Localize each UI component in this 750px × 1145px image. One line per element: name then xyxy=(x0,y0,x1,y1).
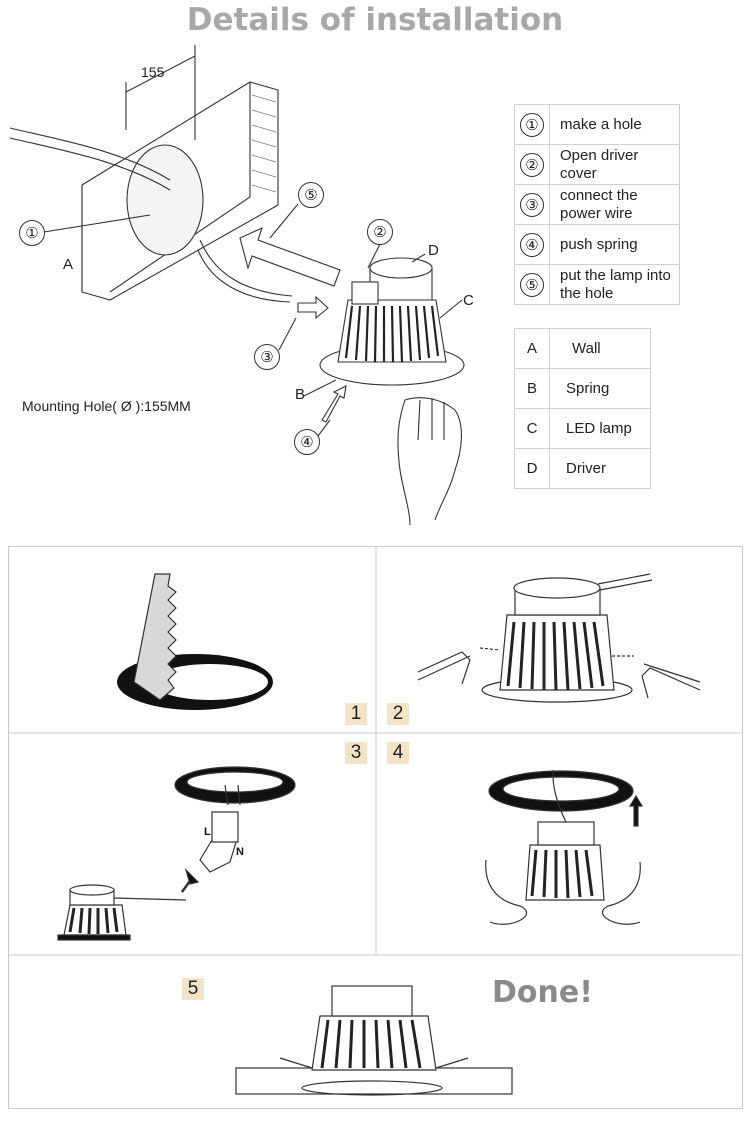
step-label: put the lamp into the hole xyxy=(550,265,680,305)
panel-2-art xyxy=(418,574,700,702)
callout-c: C xyxy=(463,292,474,309)
step-number-icon: ③ xyxy=(520,193,544,217)
step-label: connect the power wire xyxy=(550,185,680,225)
part-key: B xyxy=(515,369,550,409)
panel-3-art xyxy=(58,767,295,940)
part-label: Spring xyxy=(550,369,651,409)
callout-5: ⑤ xyxy=(298,182,324,208)
step-badge-4: 4 xyxy=(387,742,409,764)
step-label: make a hole xyxy=(550,105,680,145)
callout-d: D xyxy=(428,242,439,259)
panel-5-art xyxy=(236,986,512,1095)
mounting-hole-note: Mounting Hole( Ø ):155MM xyxy=(22,398,191,414)
panel-4-art xyxy=(486,770,642,924)
step-badge-2: 2 xyxy=(387,703,409,725)
step-number-icon: ④ xyxy=(520,233,544,257)
wire-label-l: L xyxy=(204,826,211,838)
part-label: LED lamp xyxy=(550,409,651,449)
step-badge-3: 3 xyxy=(345,742,367,764)
callout-1: ① xyxy=(19,220,45,246)
part-key: C xyxy=(515,409,550,449)
part-label: Driver xyxy=(550,449,651,489)
step-label: push spring xyxy=(550,225,680,265)
part-label: Wall xyxy=(550,329,651,369)
callout-b: B xyxy=(295,386,306,403)
step-label: Open driver cover xyxy=(550,145,680,185)
dimension-label: 155 xyxy=(141,64,165,80)
part-key: A xyxy=(515,329,550,369)
callout-3: ③ xyxy=(254,344,280,370)
callout-4: ④ xyxy=(294,429,320,455)
step-badge-5: 5 xyxy=(182,978,204,1000)
step-badge-1: 1 xyxy=(345,703,367,725)
panel-1-art xyxy=(117,574,273,710)
step-number-icon: ② xyxy=(520,153,544,177)
wire-label-n: N xyxy=(236,846,244,858)
step-number-icon: ⑤ xyxy=(520,273,544,297)
callout-a: A xyxy=(63,256,74,273)
part-key: D xyxy=(515,449,550,489)
step-number-icon: ① xyxy=(520,113,544,137)
page-title: Details of installation xyxy=(186,2,564,38)
done-label: Done! xyxy=(492,975,593,1010)
callout-2: ② xyxy=(367,219,393,245)
